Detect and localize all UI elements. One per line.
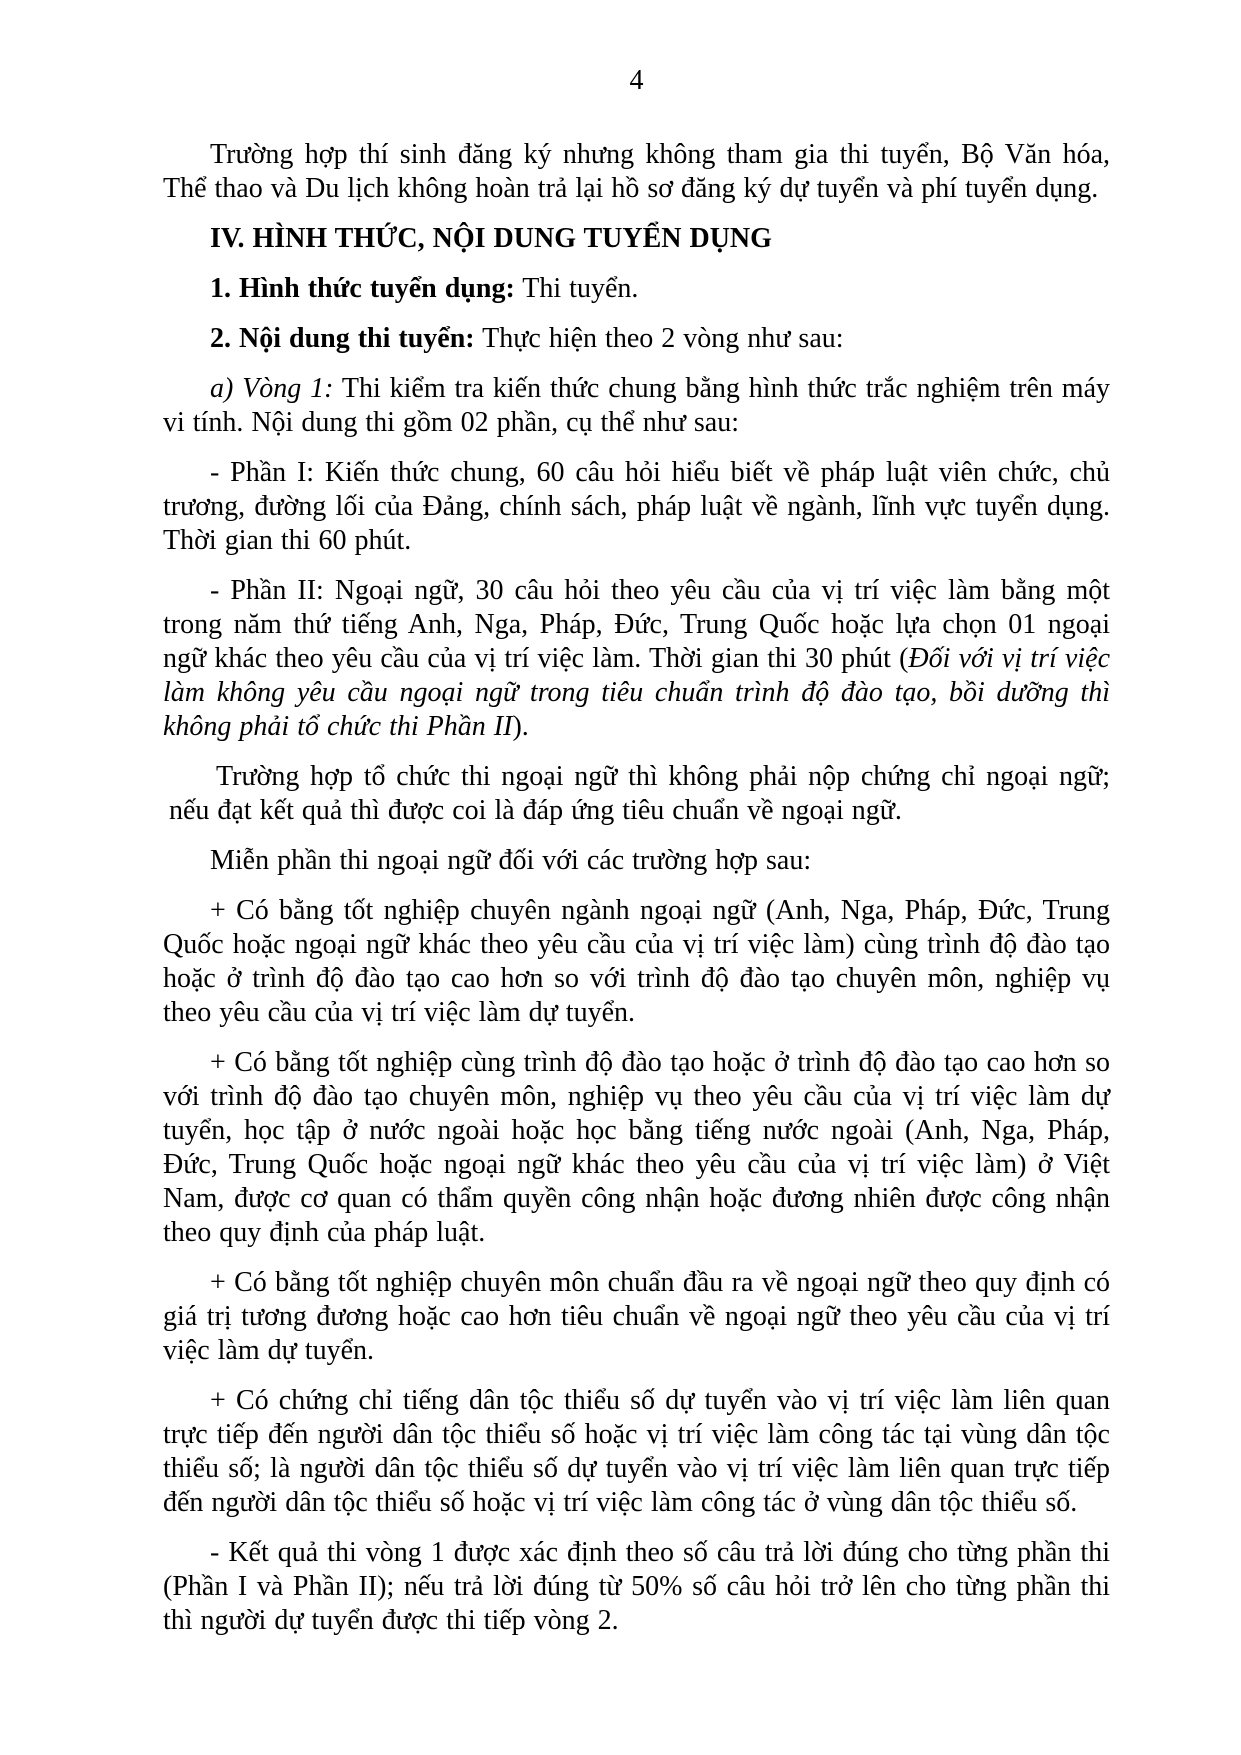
text-run: Thi tuyển.	[514, 273, 639, 304]
text-run: Trường hợp tổ chức thi ngoại ngữ thì không phải nộp chứng chỉ ngoại ngữ; nếu đạt kết quả thì được coi là đáp ứng tiêu chuẩn về ngoại ngữ.	[169, 761, 1110, 826]
paragraph-exam-content	[163, 322, 1110, 356]
text-run: - Phần I: Kiến thức chung, 60 câu hỏi hiểu biết về pháp luật viên chức, chủ trương, đường lối của Đảng, chính sách, pháp luật về ngành, lĩnh vực tuyển dụng. Thời gian thi 60 phút.	[163, 457, 1110, 556]
text-run: Thi kiểm tra kiến thức chung bằng hình thức trắc nghiệm trên máy vi tính. Nội dung thi gồm 02 phần, cụ thể như sau:	[163, 373, 1110, 438]
paragraph-exemption-4	[163, 1384, 1110, 1520]
text-run: + Có bằng tốt nghiệp chuyên ngành ngoại ngữ (Anh, Nga, Pháp, Đức, Trung Quốc hoặc ngoại ngữ khác theo yêu cầu của vị trí việc làm) cùng trình độ đào tạo hoặc ở trình độ đào tạo cao hơn so với trình độ đào tạo chuyên môn, nghiệp vụ theo yêu cầu của vị trí việc làm dự tuyển.	[163, 895, 1110, 1028]
paragraph-exam-form	[163, 272, 1110, 306]
text-run: Trường hợp thí sinh đăng ký nhưng không tham gia thi tuyển, Bộ Văn hóa, Thể thao và Du lịch không hoàn trả lại hồ sơ đăng ký dự tuyển và phí tuyển dụng.	[163, 139, 1110, 204]
text-run: - Phần II: Ngoại ngữ, 30 câu hỏi theo yêu cầu của vị trí việc làm bằng một trong năm thứ tiếng Anh, Nga, Pháp, Đức, Trung Quốc hoặc lựa chọn 01 ngoại ngữ khác theo yêu cầu của vị trí việc làm. Thời gian thi 30 phút (	[163, 575, 1110, 674]
text-run: + Có bằng tốt nghiệp cùng trình độ đào tạo hoặc ở trình độ đào tạo cao hơn so với trình độ đào tạo chuyên môn, nghiệp vụ theo yêu cầu của vị trí việc làm dự tuyển, học tập ở nước ngoài hoặc học bằng tiếng nước ngoài (Anh, Nga, Pháp, Đức, Trung Quốc hoặc ngoại ngữ khác theo yêu cầu của vị trí việc làm) ở Việt Nam, được cơ quan có thẩm quyền công nhận hoặc đương nhiên được công nhận theo quy định của pháp luật.	[163, 1047, 1110, 1248]
paragraph-exemption-2	[163, 1046, 1110, 1250]
text-run-italic: Đối với vị trí việc làm không yêu cầu ngoại ngữ trong tiêu chuẩn trình độ đào tạo, bồi dưỡng thì không phải tổ chức thi Phần II	[163, 643, 1110, 742]
paragraph-exemption-intro	[163, 844, 1110, 878]
paragraph-round-1	[163, 372, 1110, 440]
paragraph-exemption-1	[163, 894, 1110, 1030]
paragraph-language-certificate-note	[163, 760, 1110, 828]
paragraph-round-1-result	[163, 1536, 1110, 1638]
text-run: - Kết quả thi vòng 1 được xác định theo số câu trả lời đúng cho từng phần thi (Phần I và Phần II); nếu trả lời đúng từ 50% số câu hỏi trở lên cho từng phần thi thì người dự tuyển được thi tiếp vòng 2.	[163, 1537, 1110, 1636]
page-number: 4	[629, 65, 644, 96]
text-run: + Có chứng chỉ tiếng dân tộc thiểu số dự tuyển vào vị trí việc làm liên quan trực tiếp đến người dân tộc thiểu số hoặc vị trí việc làm công tác tại vùng dân tộc thiểu số; là người dân tộc thiểu số dự tuyển vào vị trí việc làm liên quan trực tiếp đến người dân tộc thiểu số hoặc vị trí việc làm công tác ở vùng dân tộc thiểu số.	[163, 1385, 1110, 1518]
label-italic: a) Vòng 1:	[210, 373, 334, 404]
paragraph-part-ii	[163, 574, 1110, 744]
paragraph-refund-note	[163, 138, 1110, 206]
text-run: ).	[512, 711, 529, 742]
heading-text: IV. HÌNH THỨC, NỘI DUNG TUYỂN DỤNG	[210, 223, 772, 254]
label-bold: 2. Nội dung thi tuyển:	[210, 323, 475, 354]
text-run: Miễn phần thi ngoại ngữ đối với các trường hợp sau:	[210, 845, 812, 876]
document-body	[163, 138, 1110, 1638]
text-run: Thực hiện theo 2 vòng như sau:	[474, 323, 844, 354]
text-run: + Có bằng tốt nghiệp chuyên môn chuẩn đầu ra về ngoại ngữ theo quy định có giá trị tương đương hoặc cao hơn tiêu chuẩn về ngoại ngữ theo yêu cầu của vị trí việc làm dự tuyển.	[163, 1267, 1110, 1366]
section-iv-heading	[163, 222, 1110, 256]
paragraph-exemption-3	[163, 1266, 1110, 1368]
paragraph-part-i	[163, 456, 1110, 558]
label-bold: 1. Hình thức tuyển dụng:	[210, 273, 515, 304]
